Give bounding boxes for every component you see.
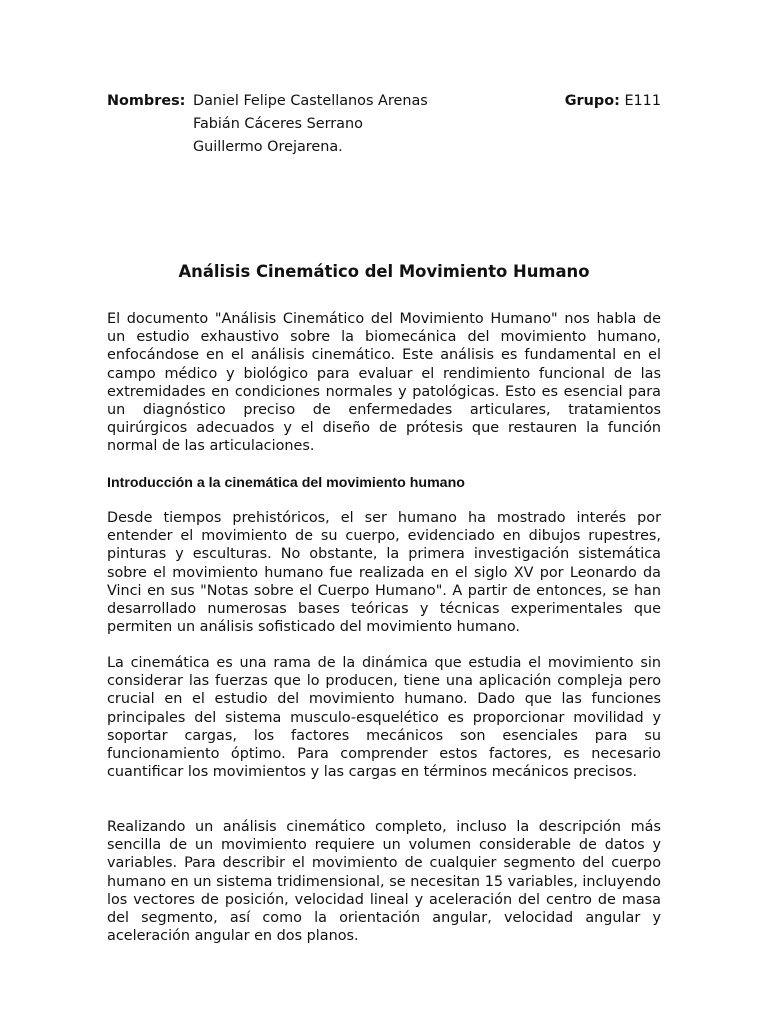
names-label: Nombres: — [107, 93, 186, 109]
intro-paragraph: El documento "Análisis Cinemático del Movimiento Humano" nos habla de un estudio exhaustivo sobre la biomecánica del movimiento humano, enfocándose en el análisis cinemático. Este análisis es fundamental en el campo médico y biológico para evaluar el rendimiento funcional de las extremidades en condiciones normales y patológicas. Esto es esencial para un diagnóstico preciso de enfermedades articulares, tratamientos quirúrgicos adecuados y el diseño de prótesis que restauren la función normal de las articulaciones. — [107, 311, 661, 455]
group-label: Grupo: — [564, 93, 620, 109]
author-name: Fabián Cáceres Serrano — [193, 116, 363, 132]
author-name: Guillermo Orejarena. — [193, 139, 343, 155]
author-name: Daniel Felipe Castellanos Arenas — [193, 93, 428, 109]
body-paragraph: Realizando un análisis cinemático completo, incluso la descripción más sencilla de un movimiento requiere un volumen considerable de datos y variables. Para describir el movimiento de cualquier segmento del cuerpo humano en un sistema tridimensional, se necesitan 15 variables, incluyendo los vectores de posición, velocidad lineal y aceleración del centro de masa del segmento, así como la orientación angular, velocidad angular y aceleración angular en dos planos. — [107, 819, 661, 945]
body-paragraph: Desde tiempos prehistóricos, el ser humano ha mostrado interés por entender el movimiento de su cuerpo, evidenciado en dibujos rupestres, pinturas y esculturas. No obstante, la primera investigación sistemática sobre el movimiento humano fue realizada en el siglo XV por Leonardo da Vinci en sus "Notas sobre el Cuerpo Humano". A partir de entonces, se han desarrollado numerosas bases teóricas y técnicas experimentales que permiten un análisis sofisticado del movimiento humano. — [107, 510, 661, 636]
section-heading: Introducción a la cinemática del movimiento humano — [107, 475, 465, 491]
body-paragraph: La cinemática es una rama de la dinámica que estudia el movimiento sin considerar las fuerzas que lo producen, tiene una aplicación compleja pero crucial en el estudio del movimiento humano. Dado que las funciones principales del sistema musculo-esquelético es proporcionar movilidad y soportar cargas, los factores mecánicos son esenciales para su funcionamiento óptimo. Para comprender estos factores, es necesario cuantificar los movimientos y las cargas en términos mecánicos precisos. — [107, 655, 661, 781]
group-info — [565, 90, 661, 113]
document-title: Análisis Cinemático del Movimiento Humano — [178, 262, 590, 281]
author-header — [107, 90, 663, 159]
names-list — [193, 90, 428, 159]
group-value: E111 — [624, 93, 661, 109]
